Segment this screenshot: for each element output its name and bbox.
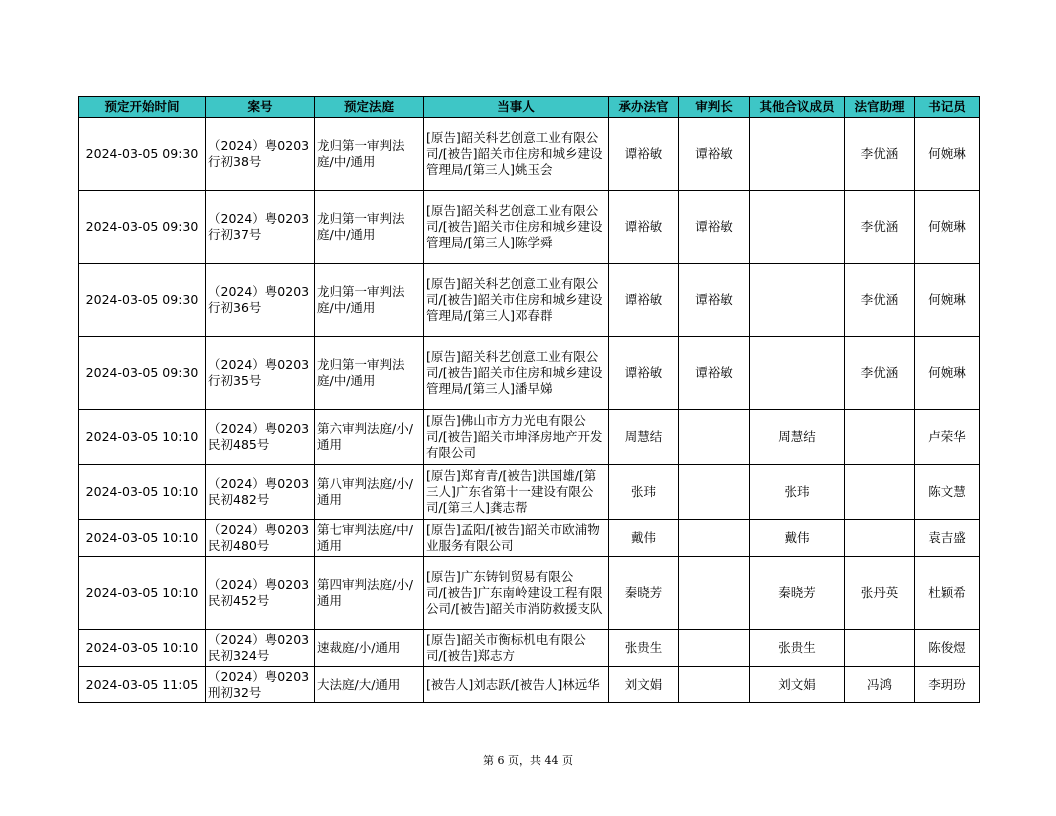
col-header-case-number: 案号 [206, 97, 315, 118]
cell-case: （2024）粤0203民初485号 [206, 410, 315, 465]
cell-chief [679, 410, 750, 465]
cell-chief: 谭裕敏 [679, 337, 750, 410]
col-header-start-time: 预定开始时间 [79, 97, 206, 118]
cell-chief: 谭裕敏 [679, 264, 750, 337]
cell-court: 大法庭/大/通用 [315, 667, 424, 703]
cell-court: 龙归第一审判法庭/中/通用 [315, 118, 424, 191]
cell-clerk: 陈俊煜 [915, 630, 980, 667]
cell-members: 张玮 [750, 465, 845, 520]
cell-assistant: 张丹英 [845, 557, 915, 630]
table-row [79, 191, 980, 264]
cell-party: [被告人]刘志跃/[被告人]林远华 [424, 667, 609, 703]
cell-party: [原告]孟阳/[被告]韶关市欧浦物业服务有限公司 [424, 520, 609, 557]
cell-judge: 谭裕敏 [609, 118, 679, 191]
cell-case: （2024）粤0203刑初32号 [206, 667, 315, 703]
cell-clerk: 陈文慧 [915, 465, 980, 520]
cell-judge: 张贵生 [609, 630, 679, 667]
col-header-judge-assistant: 法官助理 [845, 97, 915, 118]
table-row [79, 264, 980, 337]
cell-judge: 周慧结 [609, 410, 679, 465]
cell-clerk: 何婉琳 [915, 118, 980, 191]
cell-court: 第六审判法庭/小/通用 [315, 410, 424, 465]
cell-assistant: 冯鸿 [845, 667, 915, 703]
cell-members [750, 264, 845, 337]
table-row [79, 667, 980, 703]
cell-case: （2024）粤0203行初37号 [206, 191, 315, 264]
cell-court: 第八审判法庭/小/通用 [315, 465, 424, 520]
cell-assistant: 李优涵 [845, 264, 915, 337]
cell-judge: 戴伟 [609, 520, 679, 557]
cell-members: 戴伟 [750, 520, 845, 557]
cell-time: 2024-03-05 10:10 [79, 410, 206, 465]
cell-assistant [845, 630, 915, 667]
cell-court: 第四审判法庭/小/通用 [315, 557, 424, 630]
cell-time: 2024-03-05 10:10 [79, 630, 206, 667]
cell-judge: 谭裕敏 [609, 264, 679, 337]
cell-case: （2024）粤0203行初38号 [206, 118, 315, 191]
cell-chief [679, 667, 750, 703]
hearing-schedule-table [78, 96, 980, 703]
cell-time: 2024-03-05 10:10 [79, 557, 206, 630]
col-header-courtroom: 预定法庭 [315, 97, 424, 118]
cell-members [750, 337, 845, 410]
cell-time: 2024-03-05 09:30 [79, 264, 206, 337]
cell-chief [679, 630, 750, 667]
cell-party: [原告]韶关科艺创意工业有限公司/[被告]韶关市住房和城乡建设管理局/[第三人]姚玉会 [424, 118, 609, 191]
cell-members: 周慧结 [750, 410, 845, 465]
table-row [79, 630, 980, 667]
cell-court: 龙归第一审判法庭/中/通用 [315, 337, 424, 410]
cell-members [750, 118, 845, 191]
cell-chief [679, 520, 750, 557]
cell-judge: 张玮 [609, 465, 679, 520]
cell-court: 第七审判法庭/中/通用 [315, 520, 424, 557]
cell-judge: 谭裕敏 [609, 337, 679, 410]
cell-party: [原告]韶关科艺创意工业有限公司/[被告]韶关市住房和城乡建设管理局/[第三人]潘早娣 [424, 337, 609, 410]
cell-time: 2024-03-05 11:05 [79, 667, 206, 703]
cell-judge: 刘文娟 [609, 667, 679, 703]
col-header-other-members: 其他合议成员 [750, 97, 845, 118]
cell-time: 2024-03-05 10:10 [79, 465, 206, 520]
cell-party: [原告]韶关科艺创意工业有限公司/[被告]韶关市住房和城乡建设管理局/[第三人]陈学舜 [424, 191, 609, 264]
cell-court: 龙归第一审判法庭/中/通用 [315, 191, 424, 264]
page-number-footer: 第 6 页，共 44 页 [483, 754, 573, 767]
cell-members [750, 191, 845, 264]
cell-assistant [845, 520, 915, 557]
cell-members: 刘文娟 [750, 667, 845, 703]
table-row [79, 557, 980, 630]
col-header-parties: 当事人 [424, 97, 609, 118]
table-header-row [79, 97, 980, 118]
cell-court: 速裁庭/小/通用 [315, 630, 424, 667]
cell-party: [原告]韶关科艺创意工业有限公司/[被告]韶关市住房和城乡建设管理局/[第三人]邓春群 [424, 264, 609, 337]
cell-case: （2024）粤0203行初35号 [206, 337, 315, 410]
cell-chief: 谭裕敏 [679, 191, 750, 264]
col-header-chief-judge: 审判长 [679, 97, 750, 118]
table-row [79, 465, 980, 520]
cell-time: 2024-03-05 09:30 [79, 118, 206, 191]
cell-time: 2024-03-05 10:10 [79, 520, 206, 557]
cell-clerk: 杜颖希 [915, 557, 980, 630]
table-row [79, 118, 980, 191]
cell-time: 2024-03-05 09:30 [79, 191, 206, 264]
cell-case: （2024）粤0203民初480号 [206, 520, 315, 557]
cell-judge: 谭裕敏 [609, 191, 679, 264]
cell-assistant: 李优涵 [845, 337, 915, 410]
cell-assistant [845, 465, 915, 520]
col-header-clerk: 书记员 [915, 97, 980, 118]
cell-case: （2024）粤0203民初324号 [206, 630, 315, 667]
cell-assistant [845, 410, 915, 465]
cell-court: 龙归第一审判法庭/中/通用 [315, 264, 424, 337]
cell-chief [679, 465, 750, 520]
table-row [79, 410, 980, 465]
cell-members: 张贵生 [750, 630, 845, 667]
cell-case: （2024）粤0203民初452号 [206, 557, 315, 630]
cell-clerk: 李玥玢 [915, 667, 980, 703]
cell-party: [原告]佛山市方力光电有限公司/[被告]韶关市坤泽房地产开发有限公司 [424, 410, 609, 465]
cell-chief: 谭裕敏 [679, 118, 750, 191]
cell-clerk: 何婉琳 [915, 264, 980, 337]
cell-members: 秦晓芳 [750, 557, 845, 630]
cell-clerk: 何婉琳 [915, 337, 980, 410]
cell-party: [原告]广东铸钊贸易有限公司/[被告]广东南岭建设工程有限公司/[被告]韶关市消防救援支队 [424, 557, 609, 630]
cell-party: [原告]郑育青/[被告]洪国雄/[第三人]广东省第十一建设有限公司/[第三人]龚志帮 [424, 465, 609, 520]
table-row [79, 337, 980, 410]
cell-time: 2024-03-05 09:30 [79, 337, 206, 410]
cell-assistant: 李优涵 [845, 191, 915, 264]
table-row [79, 520, 980, 557]
cell-case: （2024）粤0203民初482号 [206, 465, 315, 520]
cell-judge: 秦晓芳 [609, 557, 679, 630]
cell-chief [679, 557, 750, 630]
cell-assistant: 李优涵 [845, 118, 915, 191]
cell-case: （2024）粤0203行初36号 [206, 264, 315, 337]
cell-party: [原告]韶关市衡标机电有限公司/[被告]郑志方 [424, 630, 609, 667]
cell-clerk: 袁吉盛 [915, 520, 980, 557]
cell-clerk: 卢荣华 [915, 410, 980, 465]
cell-clerk: 何婉琳 [915, 191, 980, 264]
col-header-presiding-judge: 承办法官 [609, 97, 679, 118]
